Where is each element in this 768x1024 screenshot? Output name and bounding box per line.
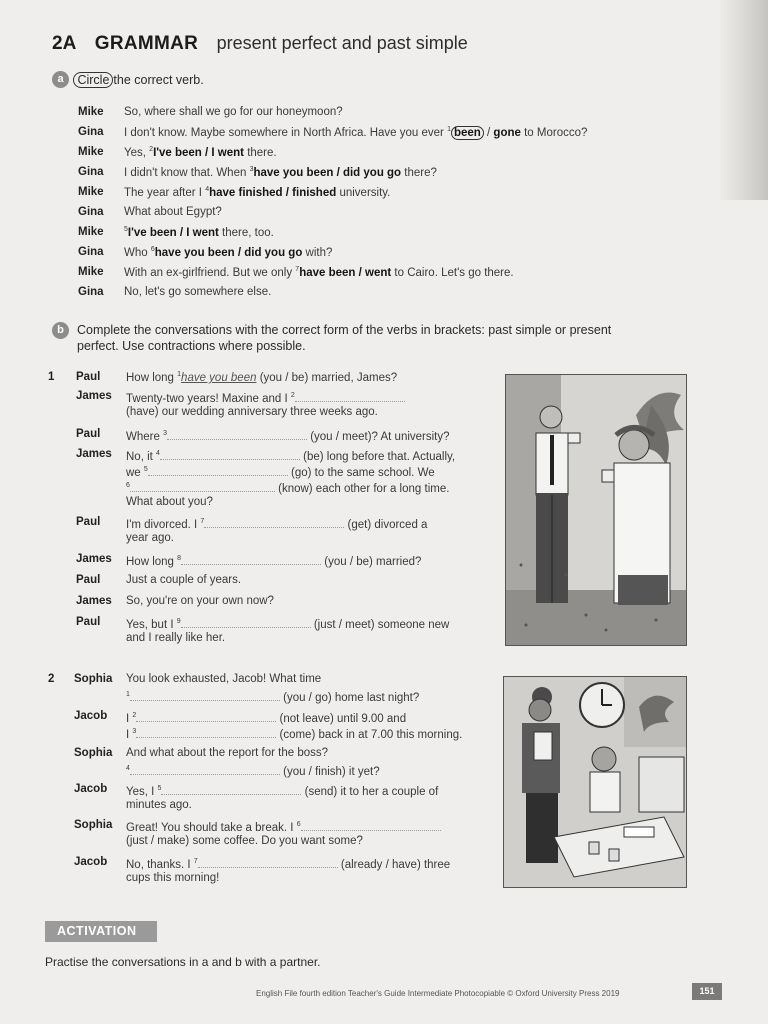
dialogue-line: (have) our wedding anniversary three weeks ago. <box>126 406 378 418</box>
section-b-badge-wrap <box>52 322 69 340</box>
dialogue-line: You look exhausted, Jacob! What time <box>126 673 322 685</box>
item-number: 6 <box>126 482 130 490</box>
dialogue-line <box>126 480 449 495</box>
answer-gap[interactable] <box>148 464 288 476</box>
dialogue-line: minutes ago. <box>126 799 192 811</box>
line-text: I'm divorced. I <box>126 519 201 531</box>
dialogue-line <box>126 371 397 384</box>
speaker-name: James <box>76 390 112 402</box>
line-text: I <box>126 713 133 725</box>
exercise-a-badge: a <box>52 71 69 88</box>
line-text: (you / go) home last night? <box>283 692 420 704</box>
line-text: (already / have) three <box>340 859 451 871</box>
item-number: 7 <box>193 858 198 866</box>
verb-option: have finished / finished <box>209 186 337 199</box>
illustration-office <box>503 676 687 888</box>
dialogue-line <box>126 763 380 778</box>
answer-gap[interactable] <box>160 448 300 460</box>
page-number: 151 <box>692 983 722 1000</box>
dialogue-line <box>126 710 406 725</box>
line-text: How long <box>126 556 178 568</box>
answer-gap[interactable] <box>136 710 276 722</box>
item-number: 5 <box>157 785 162 793</box>
dialogue-line <box>126 783 438 798</box>
line-text: (be) long before that. Actually, <box>303 451 456 463</box>
dialogue-line <box>126 689 419 704</box>
answer-gap[interactable] <box>301 819 441 831</box>
item-number: 3 <box>163 430 167 438</box>
conversation-number: 1 <box>48 371 55 383</box>
item-number: 4 <box>205 186 210 193</box>
item-number: 4 <box>156 450 160 458</box>
answer-gap[interactable] <box>198 856 338 868</box>
line-text: I don't know. Maybe somewhere in North Africa. Have you ever <box>124 126 448 139</box>
unit-code: 2A <box>52 33 77 54</box>
line-text: there. <box>244 146 277 159</box>
dialogue-line: No, let's go somewhere else. <box>124 286 272 298</box>
line-text: we <box>126 467 144 479</box>
speaker-name: Paul <box>76 371 101 383</box>
line-text: with? <box>302 246 333 259</box>
line-text: No, it <box>126 451 157 463</box>
verb-option: have been / went <box>299 266 392 279</box>
item-number: 5 <box>124 226 128 233</box>
item-number: 2 <box>290 392 295 400</box>
circled-answer: been <box>451 126 484 140</box>
verb-option: I've been / I went <box>127 226 219 239</box>
line-text: university. <box>336 186 391 199</box>
item-number: 6 <box>150 246 155 253</box>
line-text: (just / meet) someone new <box>313 619 450 631</box>
line-text: I didn't know that. When <box>124 166 250 179</box>
speaker-name: Gina <box>78 246 104 258</box>
instruction-text: the correct verb. <box>113 73 204 87</box>
answer-gap[interactable] <box>181 553 321 565</box>
activation-instruction: Practise the conversations in a and b with a partner. <box>45 955 321 969</box>
line-text: (send) it to her a couple of <box>304 786 439 798</box>
verb-option: have you been / did you go <box>154 246 303 259</box>
speaker-name: Mike <box>78 106 104 118</box>
dialogue-line: So, you're on your own now? <box>126 595 274 607</box>
item-number: 3 <box>249 166 254 173</box>
speaker-name: Gina <box>78 126 104 138</box>
dialogue-line: Just a couple of years. <box>126 574 242 586</box>
answer-gap[interactable] <box>130 689 280 701</box>
page-title <box>52 33 468 55</box>
dialogue-line <box>126 516 427 531</box>
item-number: 7 <box>295 266 300 273</box>
dialogue-line <box>126 819 441 834</box>
item-number: 9 <box>176 618 181 626</box>
speaker-name: Mike <box>78 146 104 158</box>
line-text: there, too. <box>218 226 274 239</box>
item-number: 2 <box>132 712 137 720</box>
speaker-name: Sophia <box>74 747 113 759</box>
line-text: (know) each other for a long time. <box>278 483 450 495</box>
section-b-instruction: Complete the conversations with the correct form of the verbs in brackets: past simple or present perfect. Use contractions where possible. <box>77 323 612 353</box>
item-number: 4 <box>126 765 130 773</box>
dialogue-line: So, where shall we go for our honeymoon? <box>124 106 343 118</box>
speaker-name: Gina <box>78 286 104 298</box>
line-text: No, thanks. I <box>126 859 194 871</box>
line-text: Yes, I <box>126 786 158 798</box>
item-number: 8 <box>177 555 182 563</box>
verb-option: have you been / did you go <box>253 166 402 179</box>
line-text: (get) divorced a <box>347 519 428 531</box>
dialogue-line <box>124 266 514 279</box>
page-edge-shadow <box>718 0 768 200</box>
speaker-name: Mike <box>78 266 104 278</box>
dialogue-line: year ago. <box>126 532 174 544</box>
dialogue-line: What about you? <box>126 496 213 508</box>
speaker-name: Paul <box>76 574 101 586</box>
dialogue-line <box>124 246 332 259</box>
line-text: to Cairo. Let's go there. <box>391 266 514 279</box>
answer-gap[interactable] <box>167 428 307 440</box>
line-text: to Morocco? <box>520 126 588 139</box>
line-text: Where <box>126 431 164 443</box>
answer-gap[interactable] <box>181 616 311 628</box>
speaker-name: James <box>76 553 112 565</box>
speaker-name: Sophia <box>74 819 113 831</box>
item-number: 7 <box>200 518 205 526</box>
speaker-name: James <box>76 448 112 460</box>
dialogue-line <box>126 428 450 443</box>
activation-banner: ACTIVATION <box>45 921 157 942</box>
answer-gap[interactable] <box>204 516 344 528</box>
speaker-name: Paul <box>76 616 101 628</box>
dialogue-line <box>124 226 274 239</box>
item-number: 1 <box>126 691 130 699</box>
line-text: The year after I <box>124 186 206 199</box>
line-text: / <box>483 126 494 139</box>
verb-option: gone <box>493 126 521 139</box>
line-text: Yes, <box>124 146 150 159</box>
speaker-name: Paul <box>76 428 101 440</box>
line-text: there? <box>401 166 437 179</box>
line-text: (you / finish) it yet? <box>283 766 380 778</box>
grammar-topic: present perfect and past simple <box>216 33 468 53</box>
line-text: Who <box>124 246 151 259</box>
conversation-number: 2 <box>48 673 55 685</box>
office-scene-image <box>504 677 686 887</box>
line-text: (you / be) married? <box>324 556 422 568</box>
dialogue-line <box>124 146 277 159</box>
line-text: With an ex-girlfriend. But we only <box>124 266 296 279</box>
line-text: I <box>126 729 133 741</box>
speaker-name: Jacob <box>74 710 108 722</box>
answer-gap[interactable] <box>136 726 276 738</box>
speaker-name: James <box>76 595 112 607</box>
line-text: Yes, but I <box>126 619 177 631</box>
item-number: 1 <box>447 126 451 133</box>
verb-option: I've been / I went <box>153 146 244 159</box>
speaker-name: Sophia <box>74 673 113 685</box>
item-number: 1 <box>177 371 182 378</box>
dialogue-line: And what about the report for the boss? <box>126 747 329 759</box>
speaker-name: Paul <box>76 516 101 528</box>
footer-credit: English File fourth edition Teacher's Guide Intermediate Photocopiable © Oxford University Press 2019 <box>256 989 620 998</box>
illustration-party <box>505 374 687 646</box>
dialogue-line <box>126 616 449 631</box>
item-number: 6 <box>296 821 301 829</box>
item-number: 3 <box>132 728 137 736</box>
line-text: How long <box>126 371 178 384</box>
speaker-name: Jacob <box>74 856 108 868</box>
dialogue-line <box>126 464 435 479</box>
line-text: (you / be) married, James? <box>256 371 398 384</box>
dialogue-line <box>126 856 450 871</box>
line-text: Great! You should take a break. I <box>126 822 297 834</box>
line-text: (go) to the same school. We <box>291 467 435 479</box>
dialogue-line: and I really like her. <box>126 632 226 644</box>
line-text: (come) back in at 7.00 this morning. <box>279 729 463 741</box>
line-text: (you / meet)? At university? <box>310 431 450 443</box>
answer-gap[interactable] <box>130 763 280 775</box>
dialogue-line <box>124 126 587 139</box>
answer-gap[interactable] <box>161 783 301 795</box>
dialogue-line <box>126 448 455 463</box>
exercise-b-badge: b <box>52 322 69 339</box>
line-text: Twenty-two years! Maxine and I <box>126 393 291 405</box>
speaker-name: Mike <box>78 186 104 198</box>
speaker-name: Mike <box>78 226 104 238</box>
dialogue-line <box>126 553 421 568</box>
example-answer: have you been <box>181 371 257 384</box>
item-number: 2 <box>149 146 154 153</box>
speaker-name: Gina <box>78 166 104 178</box>
item-number: 5 <box>143 466 148 474</box>
section-a-instruction <box>52 71 204 89</box>
dialogue-line: What about Egypt? <box>124 206 222 218</box>
party-scene-image <box>506 375 686 645</box>
answer-gap[interactable] <box>295 390 405 402</box>
dialogue-line <box>126 390 405 405</box>
dialogue-line <box>124 186 390 199</box>
circle-word: Circle <box>73 72 113 88</box>
section-heading: GRAMMAR <box>94 33 199 54</box>
dialogue-line <box>124 166 437 179</box>
answer-gap[interactable] <box>130 480 275 492</box>
line-text: (not leave) until 9.00 and <box>279 713 407 725</box>
dialogue-line: cups this morning! <box>126 872 220 884</box>
speaker-name: Gina <box>78 206 104 218</box>
dialogue-line: (just / make) some coffee. Do you want some? <box>126 835 363 847</box>
speaker-name: Jacob <box>74 783 108 795</box>
dialogue-line <box>126 726 462 741</box>
